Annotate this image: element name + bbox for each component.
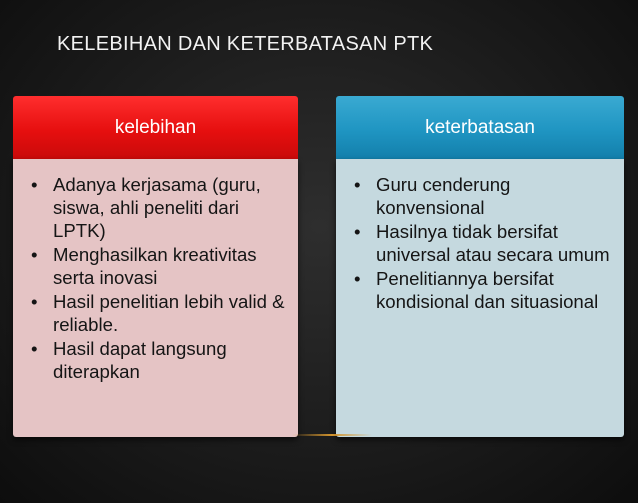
keterbatasan-header: keterbatasan — [336, 96, 624, 159]
keterbatasan-column — [336, 96, 624, 437]
slide-title: KELEBIHAN DAN KETERBATASAN PTK — [57, 33, 434, 55]
kelebihan-list — [31, 173, 290, 383]
kelebihan-body — [13, 159, 298, 437]
list-item: • Penelitiannya bersifat kondisional dan situasional — [354, 267, 616, 313]
keterbatasan-body — [336, 159, 624, 437]
list-item: • Hasil dapat langsung diterapkan — [31, 337, 290, 383]
list-item: • Hasil penelitian lebih valid & reliable. — [31, 290, 290, 336]
list-item: • Menghasilkan kreativitas serta inovasi — [31, 243, 290, 289]
list-item: • Guru cenderung konvensional — [354, 173, 616, 219]
decorative-accent-line — [292, 434, 372, 436]
kelebihan-column — [13, 96, 298, 437]
list-item: • Adanya kerjasama (guru, siswa, ahli peneliti dari LPTK) — [31, 173, 290, 242]
kelebihan-header: kelebihan — [13, 96, 298, 159]
list-item: • Hasilnya tidak bersifat universal atau secara umum — [354, 220, 616, 266]
keterbatasan-list — [354, 173, 616, 313]
